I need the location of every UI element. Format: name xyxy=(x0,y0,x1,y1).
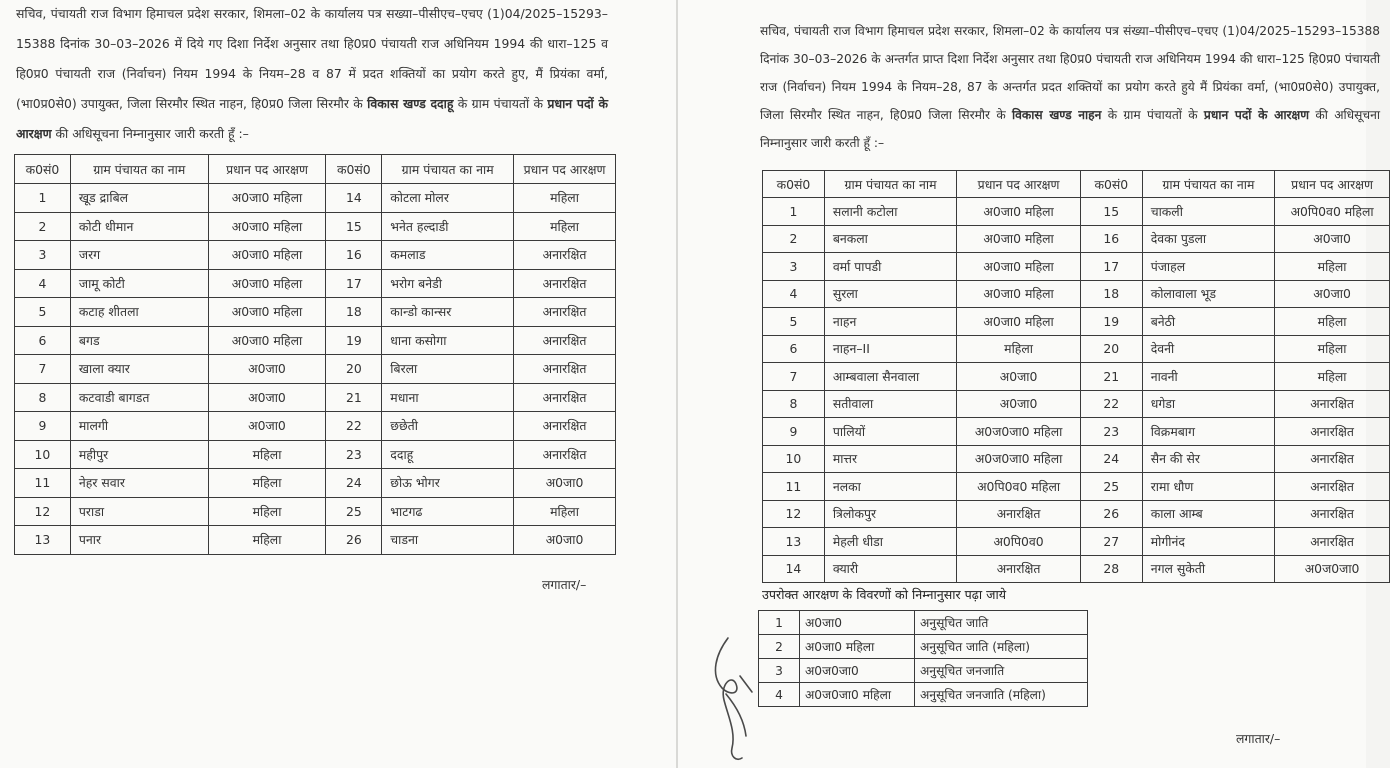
panchayat-name-cell: कमलाड xyxy=(382,241,514,270)
panchayat-name-cell: नाहन xyxy=(824,308,956,336)
legend-row xyxy=(759,611,1088,635)
table-row xyxy=(15,469,616,498)
serial-cell: 7 xyxy=(763,363,825,391)
reservation-cell: अनारक्षित xyxy=(957,555,1081,583)
serial-cell: 22 xyxy=(326,412,382,441)
reservation-cell: अ0ज0जा0 महिला xyxy=(957,418,1081,446)
panchayat-name-cell: महीपुर xyxy=(70,440,208,469)
reservation-cell: महिला xyxy=(514,184,616,213)
serial-cell: 18 xyxy=(326,298,382,327)
serial-cell: 18 xyxy=(1080,280,1142,308)
reservation-cell: महिला xyxy=(1275,335,1390,363)
panchayat-name-cell: पालियों xyxy=(824,418,956,446)
serial-cell: 16 xyxy=(1080,225,1142,253)
serial-cell: 2 xyxy=(15,212,71,241)
serial-cell: 12 xyxy=(763,500,825,528)
legend-number: 4 xyxy=(759,683,800,707)
table-row xyxy=(15,298,616,327)
continued-label: लगातार/– xyxy=(1236,731,1281,746)
table-row xyxy=(15,412,616,441)
table-row xyxy=(763,390,1390,418)
reservation-cell: अनारक्षित xyxy=(1275,473,1390,501)
reservation-cell: अनारक्षित xyxy=(514,440,616,469)
left-intro-text-1: सचिव, पंचायती राज विभाग हिमाचल प्रदेश सरकार, शिमला–02 के कार्यालय पत्र सख्या–पीसीएच–एचए (1)04/2025–15293–15388 दिनांक 30–03–2026 में दिये गए दिशा निर्देश अनुसार तथा हि0प्र0 पंचायती राज अधिनियम 1994 की धारा–125 व हि0प्र0 पंचायती राज (निर्वाचन) नियम 1994 के नियम–28 व 87 में प्रदत शक्तियों का प्रयोग करते हुए, मैं प्रियंका वर्मा, (भा0प्र0से0) उपायुक्त, जिला सिरमौर स्थित नाहन, हि0प्र0 जिला सिरमौर के xyxy=(16,6,608,112)
reservation-cell: अनारक्षित xyxy=(514,412,616,441)
table-row xyxy=(763,225,1390,253)
serial-cell: 24 xyxy=(1080,445,1142,473)
legend-row xyxy=(759,683,1088,707)
table-row xyxy=(763,363,1390,391)
left-reservation-table xyxy=(14,154,616,555)
legend-number: 3 xyxy=(759,659,800,683)
serial-cell: 19 xyxy=(326,326,382,355)
panchayat-name-cell: मोगीनंद xyxy=(1142,528,1274,556)
reservation-cell: अ0जा0 महिला xyxy=(208,212,326,241)
legend-code: अ0जा0 महिला xyxy=(800,635,915,659)
left-reservation-phrase: प्रधान पदों के आरक्षण xyxy=(16,96,608,142)
panchayat-name-cell: सतीवाला xyxy=(824,390,956,418)
right-intro-paragraph xyxy=(760,17,1380,157)
serial-cell: 24 xyxy=(326,469,382,498)
reservation-cell: अनारक्षित xyxy=(514,298,616,327)
left-intro-text-3: की अधिसूचना निम्नानुसार जारी करती हूँ :– xyxy=(55,126,249,142)
reservation-cell: महिला xyxy=(957,335,1081,363)
left-page xyxy=(0,0,676,768)
table-row xyxy=(15,269,616,298)
right-intro-text-3: की अधिसूचना निम्नानुसार जारी करती हूँ :– xyxy=(760,108,1381,151)
reservation-cell: अनारक्षित xyxy=(1275,500,1390,528)
table-row xyxy=(763,335,1390,363)
header-panchayat-name: ग्राम पंचायत का नाम xyxy=(824,171,956,198)
reservation-cell: महिला xyxy=(208,497,326,526)
panchayat-name-cell: जामू कोटी xyxy=(70,269,208,298)
panchayat-name-cell: वर्मा पापडी xyxy=(824,253,956,281)
table-row xyxy=(763,555,1390,583)
panchayat-name-cell: बिरला xyxy=(382,355,514,384)
legend-meaning: अनुसूचित जनजाति (महिला) xyxy=(915,683,1088,707)
reservation-cell: अ0जा0 महिला xyxy=(957,225,1081,253)
serial-cell: 11 xyxy=(15,469,71,498)
panchayat-name-cell: जरग xyxy=(70,241,208,270)
table-row xyxy=(763,473,1390,501)
panchayat-name-cell: कोटला मोलर xyxy=(382,184,514,213)
serial-cell: 5 xyxy=(763,308,825,336)
reservation-cell: महिला xyxy=(1275,363,1390,391)
panchayat-name-cell: कटाह शीतला xyxy=(70,298,208,327)
panchayat-name-cell: भनेत हल्दाडी xyxy=(382,212,514,241)
reservation-cell: अ0जा0 महिला xyxy=(208,269,326,298)
serial-cell: 26 xyxy=(326,526,382,555)
legend-code: अ0ज0जा0 महिला xyxy=(800,683,915,707)
table-row xyxy=(15,184,616,213)
serial-cell: 9 xyxy=(15,412,71,441)
serial-cell: 6 xyxy=(15,326,71,355)
panchayat-name-cell: छछेती xyxy=(382,412,514,441)
reservation-cell: अ0ज0जा0 महिला xyxy=(957,445,1081,473)
serial-cell: 10 xyxy=(15,440,71,469)
legend-table xyxy=(758,610,1088,707)
panchayat-name-cell: सुरला xyxy=(824,280,956,308)
panchayat-name-cell: चाडना xyxy=(382,526,514,555)
panchayat-name-cell: पंजाहल xyxy=(1142,253,1274,281)
header-serial: क0सं0 xyxy=(326,155,382,184)
serial-cell: 19 xyxy=(1080,308,1142,336)
serial-cell: 22 xyxy=(1080,390,1142,418)
panchayat-name-cell: बनकला xyxy=(824,225,956,253)
right-intro-text-1: सचिव, पंचायती राज विभाग हिमाचल प्रदेश सरकार, शिमला–02 के कार्यालय पत्र संख्या–पीसीएच–एचए (1)04/2025–15293–15388 दिनांक 30–03–2026 के अन्तर्गत प्राप्त दिशा निर्देश अनुसार तथा हि0प्र0 पंचायती राज अधिनियम 1994 की धारा–125 हि0प्र0 पंचायती राज (निर्वाचन) नियम 1994 के नियम–28, 87 के अन्तर्गत प्रदत शक्तियों का प्रयोग करते हुये मैं प्रियंका वर्मा, (भा0प्र0से0) उपायुक्त, जिला सिरमौर स्थित नाहन, हि0प्र0 जिला सिरमौर के xyxy=(760,24,1380,123)
serial-cell: 16 xyxy=(326,241,382,270)
table-header-row xyxy=(15,155,616,184)
reservation-cell: अनारक्षित xyxy=(957,500,1081,528)
table-row xyxy=(15,241,616,270)
legend-title: उपरोक्त आरक्षण के विवरणों को निम्नानुसार पढ़ा जाये xyxy=(762,587,1007,602)
panchayat-name-cell: देवनी xyxy=(1142,335,1274,363)
table-row xyxy=(763,418,1390,446)
serial-cell: 15 xyxy=(326,212,382,241)
serial-cell: 23 xyxy=(326,440,382,469)
reservation-cell: महिला xyxy=(208,469,326,498)
panchayat-name-cell: सलानी कटोला xyxy=(824,198,956,226)
header-panchayat-name: ग्राम पंचायत का नाम xyxy=(382,155,514,184)
table-row xyxy=(763,500,1390,528)
panchayat-name-cell: नलका xyxy=(824,473,956,501)
header-serial: क0सं0 xyxy=(1080,171,1142,198)
serial-cell: 6 xyxy=(763,335,825,363)
panchayat-name-cell: नाहन–II xyxy=(824,335,956,363)
serial-cell: 17 xyxy=(1080,253,1142,281)
reservation-cell: अनारक्षित xyxy=(514,269,616,298)
panchayat-name-cell: नेहर सवार xyxy=(70,469,208,498)
panchayat-name-cell: भरोग बनेडी xyxy=(382,269,514,298)
right-block-name: विकास खण्ड नाहन xyxy=(1011,108,1102,123)
serial-cell: 20 xyxy=(326,355,382,384)
reservation-cell: महिला xyxy=(1275,308,1390,336)
reservation-cell: अ0जा0 xyxy=(1275,225,1390,253)
panchayat-name-cell: आम्बवाला सैनवाला xyxy=(824,363,956,391)
reservation-cell: महिला xyxy=(514,212,616,241)
serial-cell: 8 xyxy=(15,383,71,412)
header-reservation: प्रधान पद आरक्षण xyxy=(957,171,1081,198)
panchayat-name-cell: खूड द्राबिल xyxy=(70,184,208,213)
reservation-cell: अनारक्षित xyxy=(514,355,616,384)
panchayat-name-cell: मालगी xyxy=(70,412,208,441)
reservation-cell: अनारक्षित xyxy=(514,241,616,270)
serial-cell: 11 xyxy=(763,473,825,501)
panchayat-name-cell: धगेडा xyxy=(1142,390,1274,418)
reservation-cell: अ0जा0 महिला xyxy=(208,184,326,213)
reservation-cell: अ0जा0 xyxy=(957,363,1081,391)
reservation-cell: महिला xyxy=(208,440,326,469)
reservation-cell: अ0पि0व0 xyxy=(957,528,1081,556)
legend-number: 1 xyxy=(759,611,800,635)
serial-cell: 13 xyxy=(763,528,825,556)
header-serial: क0सं0 xyxy=(15,155,71,184)
legend-meaning: अनुसूचित जाति (महिला) xyxy=(915,635,1088,659)
table-row xyxy=(763,445,1390,473)
panchayat-name-cell: क्यारी xyxy=(824,555,956,583)
reservation-cell: अ0जा0 xyxy=(514,469,616,498)
table-row xyxy=(15,355,616,384)
reservation-cell: अनारक्षित xyxy=(1275,445,1390,473)
legend-row xyxy=(759,659,1088,683)
panchayat-name-cell: भाटगढ xyxy=(382,497,514,526)
serial-cell: 2 xyxy=(763,225,825,253)
panchayat-name-cell: बनेठी xyxy=(1142,308,1274,336)
table-row xyxy=(763,308,1390,336)
header-panchayat-name: ग्राम पंचायत का नाम xyxy=(70,155,208,184)
panchayat-name-cell: कोलावाला भूड xyxy=(1142,280,1274,308)
panchayat-name-cell: रामा धौण xyxy=(1142,473,1274,501)
serial-cell: 28 xyxy=(1080,555,1142,583)
serial-cell: 4 xyxy=(763,280,825,308)
serial-cell: 15 xyxy=(1080,198,1142,226)
serial-cell: 7 xyxy=(15,355,71,384)
serial-cell: 5 xyxy=(15,298,71,327)
serial-cell: 21 xyxy=(326,383,382,412)
panchayat-name-cell: कान्डो कान्सर xyxy=(382,298,514,327)
reservation-cell: अ0जा0 महिला xyxy=(208,241,326,270)
legend-row xyxy=(759,635,1088,659)
panchayat-name-cell: कोटी धीमान xyxy=(70,212,208,241)
panchayat-name-cell: देवका पुडला xyxy=(1142,225,1274,253)
serial-cell: 20 xyxy=(1080,335,1142,363)
reservation-cell: अ0जा0 xyxy=(957,390,1081,418)
serial-cell: 21 xyxy=(1080,363,1142,391)
header-reservation: प्रधान पद आरक्षण xyxy=(208,155,326,184)
panchayat-name-cell: छोऊ भोगर xyxy=(382,469,514,498)
panchayat-name-cell: मेहली धीडा xyxy=(824,528,956,556)
table-row xyxy=(15,497,616,526)
table-row xyxy=(763,280,1390,308)
table-row xyxy=(763,198,1390,226)
left-intro-paragraph xyxy=(16,0,608,149)
reservation-cell: अ0जा0 महिला xyxy=(957,280,1081,308)
serial-cell: 10 xyxy=(763,445,825,473)
serial-cell: 3 xyxy=(15,241,71,270)
legend-meaning: अनुसूचित जाति xyxy=(915,611,1088,635)
reservation-cell: अ0जा0 महिला xyxy=(957,253,1081,281)
reservation-cell: अ0जा0 महिला xyxy=(957,198,1081,226)
left-intro-text-2: के ग्राम पंचायतों के xyxy=(457,96,544,112)
serial-cell: 9 xyxy=(763,418,825,446)
reservation-cell: अ0जा0 xyxy=(208,355,326,384)
header-panchayat-name: ग्राम पंचायत का नाम xyxy=(1142,171,1274,198)
legend-code: अ0ज0जा0 xyxy=(800,659,915,683)
reservation-cell: अ0जा0 महिला xyxy=(957,308,1081,336)
panchayat-name-cell: कटवाडी बागडत xyxy=(70,383,208,412)
reservation-cell: अ0पि0व0 महिला xyxy=(1275,198,1390,226)
table-row xyxy=(15,526,616,555)
reservation-cell: महिला xyxy=(514,497,616,526)
serial-cell: 4 xyxy=(15,269,71,298)
right-intro-text-2: के ग्राम पंचायतों के xyxy=(1107,108,1198,123)
reservation-cell: अ0जा0 xyxy=(208,412,326,441)
panchayat-name-cell: बगड xyxy=(70,326,208,355)
legend-number: 2 xyxy=(759,635,800,659)
right-page xyxy=(678,0,1381,768)
reservation-cell: अ0जा0 xyxy=(1275,280,1390,308)
right-reservation-table xyxy=(762,170,1390,583)
panchayat-name-cell: मात्तर xyxy=(824,445,956,473)
reservation-cell: अ0जा0 महिला xyxy=(208,326,326,355)
serial-cell: 3 xyxy=(763,253,825,281)
reservation-cell: अनारक्षित xyxy=(1275,390,1390,418)
header-serial: क0सं0 xyxy=(763,171,825,198)
reservation-cell: अ0ज0जा0 xyxy=(1275,555,1390,583)
panchayat-name-cell: त्रिलोकपुर xyxy=(824,500,956,528)
panchayat-name-cell: नावनी xyxy=(1142,363,1274,391)
panchayat-name-cell: सैन की सेर xyxy=(1142,445,1274,473)
reservation-cell: महिला xyxy=(208,526,326,555)
panchayat-name-cell: ददाहू xyxy=(382,440,514,469)
reservation-cell: अनारक्षित xyxy=(1275,418,1390,446)
serial-cell: 12 xyxy=(15,497,71,526)
serial-cell: 26 xyxy=(1080,500,1142,528)
table-header-row xyxy=(763,171,1390,198)
right-reservation-phrase: प्रधान पदों के आरक्षण xyxy=(1203,108,1310,123)
table-row xyxy=(15,440,616,469)
reservation-cell: अ0जा0 महिला xyxy=(208,298,326,327)
panchayat-name-cell: पनार xyxy=(70,526,208,555)
serial-cell: 1 xyxy=(763,198,825,226)
legend-code: अ0जा0 xyxy=(800,611,915,635)
reservation-cell: अनारक्षित xyxy=(1275,528,1390,556)
serial-cell: 8 xyxy=(763,390,825,418)
table-row xyxy=(15,212,616,241)
panchayat-name-cell: नगल सुकेती xyxy=(1142,555,1274,583)
panchayat-name-cell: खाला क्यार xyxy=(70,355,208,384)
header-reservation: प्रधान पद आरक्षण xyxy=(1275,171,1390,198)
reservation-cell: अ0जा0 xyxy=(514,526,616,555)
serial-cell: 1 xyxy=(15,184,71,213)
serial-cell: 17 xyxy=(326,269,382,298)
reservation-cell: अ0जा0 xyxy=(208,383,326,412)
panchayat-name-cell: काला आम्ब xyxy=(1142,500,1274,528)
signature-icon xyxy=(706,636,758,764)
serial-cell: 14 xyxy=(763,555,825,583)
panchayat-name-cell: पराडा xyxy=(70,497,208,526)
panchayat-name-cell: धाना कसोगा xyxy=(382,326,514,355)
table-row xyxy=(15,383,616,412)
panchayat-name-cell: मधाना xyxy=(382,383,514,412)
reservation-cell: अनारक्षित xyxy=(514,383,616,412)
serial-cell: 25 xyxy=(1080,473,1142,501)
legend-meaning: अनुसूचित जनजाति xyxy=(915,659,1088,683)
table-row xyxy=(15,326,616,355)
continued-label: लगातार/– xyxy=(542,577,587,592)
table-row xyxy=(763,528,1390,556)
table-row xyxy=(763,253,1390,281)
reservation-cell: अ0पि0व0 महिला xyxy=(957,473,1081,501)
reservation-cell: महिला xyxy=(1275,253,1390,281)
panchayat-name-cell: विक्रमबाग xyxy=(1142,418,1274,446)
panchayat-name-cell: चाकली xyxy=(1142,198,1274,226)
header-reservation: प्रधान पद आरक्षण xyxy=(514,155,616,184)
reservation-cell: अनारक्षित xyxy=(514,326,616,355)
serial-cell: 23 xyxy=(1080,418,1142,446)
serial-cell: 14 xyxy=(326,184,382,213)
serial-cell: 25 xyxy=(326,497,382,526)
left-block-name: विकास खण्ड ददाहू xyxy=(367,96,454,112)
serial-cell: 27 xyxy=(1080,528,1142,556)
serial-cell: 13 xyxy=(15,526,71,555)
